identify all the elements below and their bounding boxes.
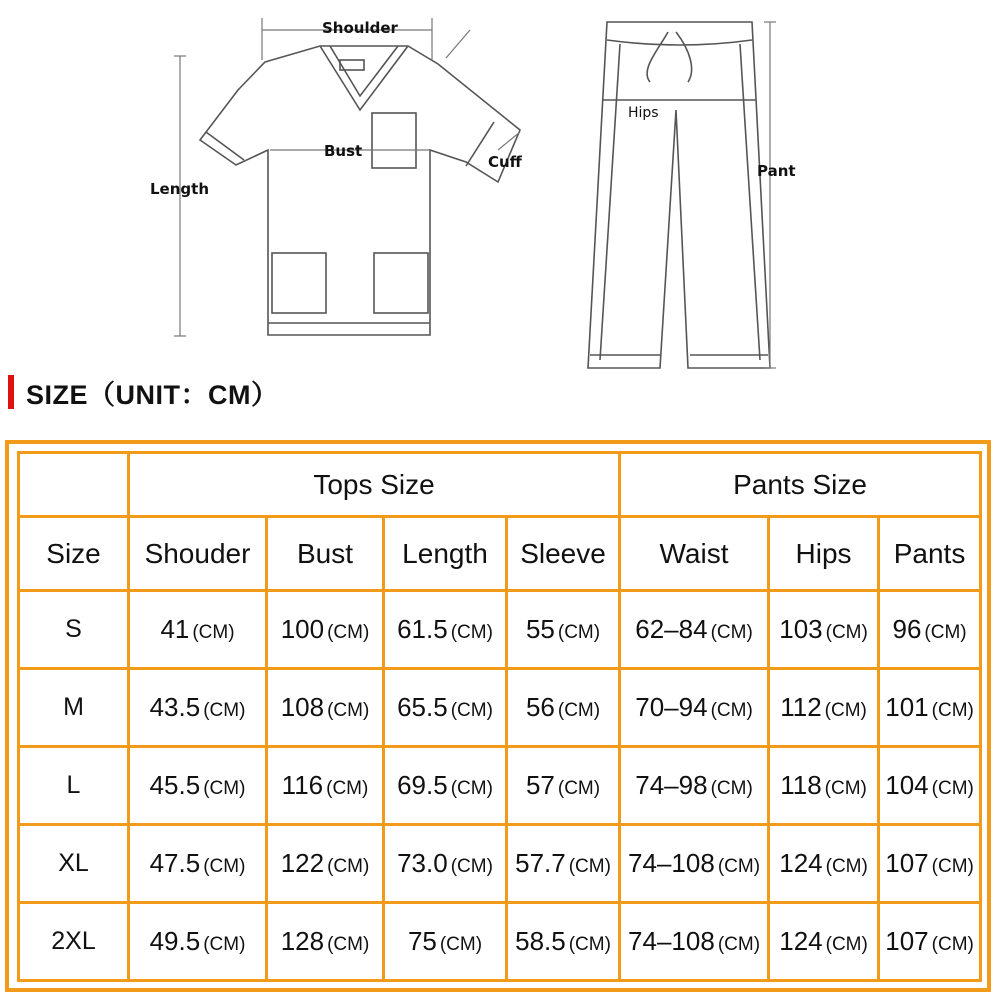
value-cell [620,669,769,747]
shirt-collar-inner [330,46,398,96]
column-header-row [19,517,981,591]
size-heading [8,374,279,410]
shirt-left-pocket [272,253,326,313]
value-cell [267,669,384,747]
value-unit: (CM) [450,778,493,799]
value-unit: (CM) [557,622,601,643]
shirt-right-pocket [374,253,428,313]
size-table-frame [5,440,991,992]
value-cell [507,591,620,669]
value-cell [879,591,981,669]
value-unit: (CM) [203,700,246,721]
value-number: 96 [892,614,922,644]
value-cell [129,591,267,669]
value-cell [507,903,620,981]
garment-diagram [0,0,1000,370]
table-row [19,669,981,747]
value-number: 49.5 [149,926,201,956]
value-number: 104 [885,770,929,800]
value-cell [384,825,507,903]
value-number: 75 [407,926,437,956]
col-header-shoulder: Shouder [129,517,267,591]
value-unit: (CM) [931,700,974,721]
label-cuff: Cuff [488,153,522,171]
value-unit: (CM) [825,856,868,877]
table-row [19,825,981,903]
value-unit: (CM) [931,856,974,877]
heading-accent-bar [8,375,14,409]
value-number: 118 [780,770,822,800]
value-cell [129,825,267,903]
value-unit: (CM) [568,856,611,877]
value-unit: (CM) [824,778,867,799]
value-number: 107 [885,848,929,878]
value-unit: (CM) [710,778,753,799]
value-unit: (CM) [327,856,370,877]
size-label: XL [19,825,129,903]
tops-size-header: Tops Size [129,453,620,517]
table-row [19,747,981,825]
value-unit: (CM) [450,700,493,721]
corner-cell [19,453,129,517]
size-table [17,451,982,982]
col-header-pants: Pants [879,517,981,591]
value-number: 124 [779,926,823,956]
col-header-length: Length [384,517,507,591]
label-length: Length [150,180,209,198]
pants-size-header: Pants Size [620,453,981,517]
value-cell [620,591,769,669]
col-header-size: Size [19,517,129,591]
value-unit: (CM) [327,934,370,955]
size-label: S [19,591,129,669]
table-row [19,903,981,981]
value-number: 58.5 [515,926,566,956]
value-unit: (CM) [717,856,761,877]
value-number: 47.5 [149,848,201,878]
value-cell [879,669,981,747]
value-cell [384,669,507,747]
pants-drawstring [647,32,692,82]
value-number: 116 [281,770,324,800]
garment-diagram-svg [0,0,1000,370]
col-header-sleeve: Sleeve [507,517,620,591]
value-unit: (CM) [931,778,974,799]
col-header-bust: Bust [267,517,384,591]
value-number: 73.0 [397,848,448,878]
value-unit: (CM) [568,934,611,955]
pants-waistband [607,40,752,45]
value-cell [507,669,620,747]
value-number: 57.7 [515,848,566,878]
value-cell [267,825,384,903]
value-cell [769,591,879,669]
value-number: 57 [525,770,555,800]
shirt-measure-lines [174,18,520,336]
value-unit: (CM) [557,778,601,799]
value-cell [769,669,879,747]
pants-outline [588,22,770,368]
value-unit: (CM) [557,700,601,721]
value-cell [129,903,267,981]
value-number: 65.5 [397,692,448,722]
value-number: 74–108 [628,848,715,878]
value-unit: (CM) [825,622,868,643]
value-cell [769,825,879,903]
value-unit: (CM) [203,778,246,799]
value-unit: (CM) [710,700,753,721]
value-number: 100 [280,614,325,644]
value-unit: (CM) [824,700,867,721]
value-cell [384,591,507,669]
shirt-collar [320,46,408,110]
value-cell [267,747,384,825]
value-number: 62–84 [635,614,708,644]
value-number: 43.5 [149,692,201,722]
size-label: L [19,747,129,825]
pants-measure-lines [764,22,776,368]
value-cell [507,747,620,825]
pants-drawing [588,22,770,368]
value-number: 112 [780,692,822,722]
value-unit: (CM) [203,934,246,955]
col-header-hips: Hips [769,517,879,591]
value-number: 103 [779,614,823,644]
col-header-waist: Waist [620,517,769,591]
value-unit: (CM) [924,622,967,643]
value-cell [384,903,507,981]
value-number: 74–108 [628,926,715,956]
value-cell [620,903,769,981]
value-unit: (CM) [439,934,483,955]
shirt-chest-pocket [372,113,416,168]
label-bust: Bust [324,142,363,160]
value-number: 70–94 [635,692,708,722]
shirt-outline [200,46,520,335]
value-unit: (CM) [931,934,974,955]
value-number: 41 [160,614,190,644]
value-number: 122 [280,848,325,878]
value-cell [267,903,384,981]
value-cell [620,825,769,903]
value-cell [879,903,981,981]
value-unit: (CM) [326,778,369,799]
shirt-drawing [200,46,520,335]
value-number: 128 [280,926,325,956]
table-row [19,591,981,669]
value-cell [879,825,981,903]
value-number: 124 [779,848,823,878]
size-heading-text: SIZE（UNIT：CM） [26,379,279,410]
value-number: 61.5 [397,614,448,644]
value-unit: (CM) [825,934,868,955]
value-unit: (CM) [203,856,246,877]
value-cell [507,825,620,903]
value-cell [129,747,267,825]
value-unit: (CM) [710,622,753,643]
label-pant: Pant [757,162,796,180]
value-unit: (CM) [450,622,493,643]
value-unit: (CM) [717,934,761,955]
value-cell [384,747,507,825]
size-label: M [19,669,129,747]
value-number: 45.5 [149,770,201,800]
value-number: 101 [885,692,929,722]
value-cell [769,747,879,825]
value-number: 74–98 [635,770,708,800]
value-number: 108 [280,692,325,722]
value-cell [879,747,981,825]
value-unit: (CM) [450,856,493,877]
label-shoulder: Shoulder [322,19,398,37]
value-unit: (CM) [327,700,370,721]
value-number: 69.5 [397,770,448,800]
value-unit: (CM) [192,622,235,643]
label-hips: Hips [628,105,659,121]
value-cell [267,591,384,669]
value-cell [620,747,769,825]
group-header-row [19,453,981,517]
value-unit: (CM) [327,622,370,643]
value-number: 56 [525,692,555,722]
size-label: 2XL [19,903,129,981]
value-cell [769,903,879,981]
value-number: 55 [525,614,555,644]
value-cell [129,669,267,747]
value-number: 107 [885,926,929,956]
